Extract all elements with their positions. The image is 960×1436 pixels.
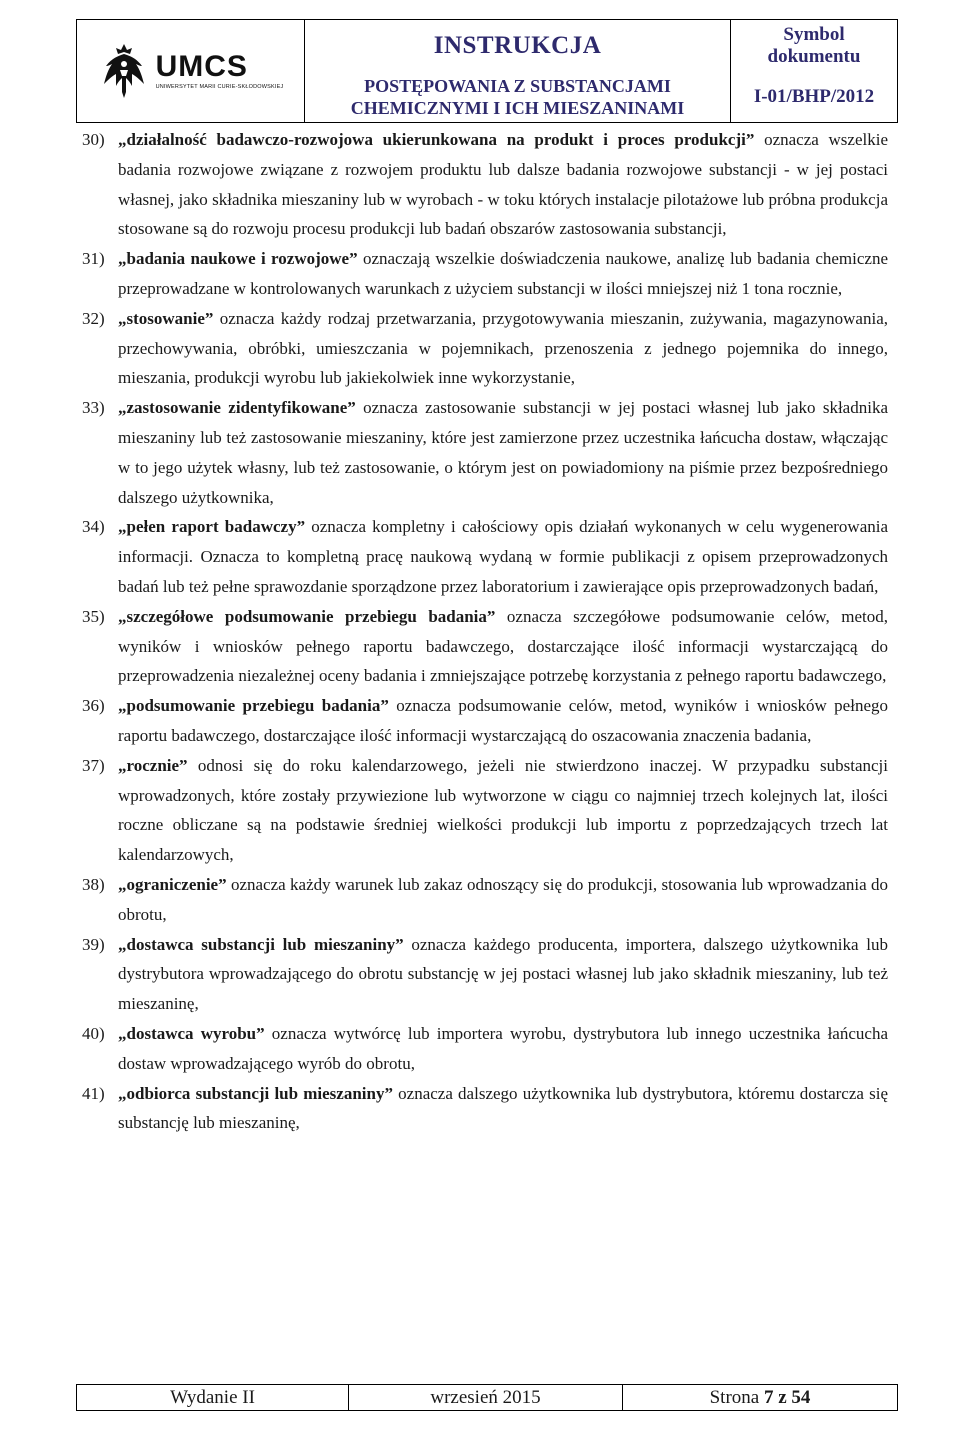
item-text xyxy=(118,870,888,930)
item-text xyxy=(118,244,888,304)
item-definition: oznaczają wszelkie doświadczenia naukowe, analizę lub badania chemiczne przeprowadzane w kontrolowanych warunkach z użyciem substancji w ilości mniejszej niż 1 tona rocznie, xyxy=(118,249,888,298)
item-number: 41) xyxy=(82,1083,105,1103)
symbol-label-line-2: dokumentu xyxy=(767,46,861,67)
page-sep: z xyxy=(778,1386,787,1408)
page-total: 54 xyxy=(791,1386,811,1408)
document-footer xyxy=(76,1384,898,1411)
item-definition: oznacza podsumowanie celów, metod, wyników i wniosków pełnego raportu badawczego, dostarczające ilość informacji wystarczającą do oszacowania znaczenia badania, xyxy=(118,696,888,745)
item-text xyxy=(118,751,888,870)
item-term: „dostawca substancji lub mieszaniny” xyxy=(118,934,404,954)
symbol-label-line-1: Symbol xyxy=(783,24,845,45)
logo-cell xyxy=(77,20,305,122)
item-text xyxy=(118,930,888,1019)
page-number-cell xyxy=(623,1385,897,1410)
list-item xyxy=(82,393,888,512)
list-item xyxy=(82,125,888,244)
document-title: INSTRUKCJA xyxy=(433,32,602,59)
list-item xyxy=(82,512,888,601)
item-number: 31) xyxy=(82,249,105,269)
item-number: 33) xyxy=(82,398,105,418)
eagle-emblem-icon xyxy=(98,40,150,102)
list-item xyxy=(82,691,888,751)
symbol-value: I-01/BHP/2012 xyxy=(753,86,875,107)
item-term: „badania naukowe i rozwojowe” xyxy=(118,249,358,269)
item-term: „szczegółowe podsumowanie przebiegu badania” xyxy=(118,606,496,626)
list-item xyxy=(82,244,888,304)
item-definition: oznacza wszelkie badania rozwojowe związane z rozwojem produktu lub dalsze badania rozwojowe substancji - w jej postaci własnej, jako składnika mieszaniny lub w wyrobach - w toku których instalacje pilotażowe lub próbna produkcja stosowane są do rozwoju procesu produkcji lub badań obszarów zastosowania substancji, xyxy=(118,130,888,239)
item-number: 36) xyxy=(82,696,105,716)
item-text xyxy=(118,512,888,601)
logo-text: UMCS xyxy=(155,50,248,83)
list-item xyxy=(82,751,888,870)
item-text xyxy=(118,691,888,751)
document-subtitle xyxy=(305,72,730,122)
symbol-cell xyxy=(731,20,897,122)
definitions-list xyxy=(82,125,888,1138)
item-definition: oznacza każdego producenta, importera, dalszego użytkownika lub dystrybutora wprowadzającego do obrotu substancję w jej postaci własnej lub jako składnik mieszaniny, lub też mieszaninę, xyxy=(118,934,888,1014)
list-item xyxy=(82,1079,888,1139)
item-term: „stosowanie” xyxy=(118,308,214,328)
item-text xyxy=(118,1079,888,1139)
item-number: 35) xyxy=(82,606,105,626)
item-definition: oznacza szczegółowe podsumowanie celów, metod, wyników i wniosków pełnego raportu badawczego, dostarczające ilość informacji wystarczającą do przeprowadzenia niezależnej oceny badania i zmniejszające potrzebę korzystania z pełnego raportu badawczego, xyxy=(118,606,888,686)
document-header xyxy=(76,19,898,123)
item-term: „działalność badawczo-rozwojowa ukierunkowana na produkt i proces produkcji” xyxy=(118,130,755,149)
item-definition: oznacza kompletny i całościowy opis działań wykonanych w celu wygenerowania informacji. Oznacza to kompletną pracę naukową wydaną w formie publikacji z opisem przeprowadzonych badań lub też pełne sprawozdanie sporządzone przez laboratorium i zawierające opis przeprowadzonych badań, xyxy=(118,517,889,596)
item-text xyxy=(118,1019,888,1079)
item-number: 39) xyxy=(82,934,105,954)
list-item xyxy=(82,930,888,1019)
list-item xyxy=(82,870,888,930)
item-term: „rocznie” xyxy=(118,755,188,775)
date-cell: wrzesień 2015 xyxy=(349,1385,623,1410)
item-definition: oznacza każdy warunek lub zakaz odnoszący się do produkcji, stosowania lub wprowadzania do obrotu, xyxy=(118,874,888,924)
page-prefix: Strona xyxy=(709,1386,760,1408)
item-number: 37) xyxy=(82,755,105,775)
umcs-logo xyxy=(98,40,284,102)
subtitle-line-2: CHEMICZNYMI I ICH MIESZANINAMI xyxy=(350,98,685,118)
item-term: „odbiorca substancji lub mieszaniny” xyxy=(118,1083,393,1103)
item-definition: odnosi się do roku kalendarzowego, jeżeli nie stwierdzono inaczej. W przypadku substancji wprowadzonych, które zostały przywiezione lub wytworzone w ciągu co najmniej trzech kolejnych lat, ilości roczne obliczane są na podstawie średniej wielkości produkcji lub importu z poprzedzających trzech lat kalendarzowych, xyxy=(118,755,888,865)
edition-cell: Wydanie II xyxy=(77,1385,349,1410)
page-current: 7 xyxy=(763,1386,774,1408)
subtitle-line-1: POSTĘPOWANIA Z SUBSTANCJAMI xyxy=(364,76,671,96)
item-term: „podsumowanie przebiegu badania” xyxy=(118,696,389,716)
item-number: 32) xyxy=(82,308,105,328)
list-item xyxy=(82,1019,888,1079)
item-number: 34) xyxy=(82,517,105,537)
list-item xyxy=(82,304,888,393)
item-number: 30) xyxy=(82,130,105,149)
item-term: „dostawca wyrobu” xyxy=(118,1023,265,1043)
item-term: „zastosowanie zidentyfikowane” xyxy=(118,398,356,418)
item-text xyxy=(118,393,888,512)
logo-subtext: UNIWERSYTET MARII CURIE-SKŁODOWSKIEJ xyxy=(155,84,284,90)
title-cell xyxy=(305,20,731,122)
item-text xyxy=(118,304,888,393)
item-text xyxy=(118,602,888,691)
item-text xyxy=(118,125,888,244)
item-definition: oznacza zastosowanie substancji w jej postaci własnej lub jako składnika mieszaniny lub też zastosowanie mieszaniny, które jest zamierzone przez uczestnika łańcucha dostaw, włączając w to jego użytek własny, lub też zastosowanie, o którym jest on powiadomiony na piśmie przez bezpośredniego dalszego użytkownika, xyxy=(118,398,888,507)
symbol-label xyxy=(731,20,897,72)
item-number: 38) xyxy=(82,874,105,894)
item-definition: oznacza dalszego użytkownika lub dystrybutora, któremu dostarcza się substancję lub mieszaninę, xyxy=(118,1083,888,1133)
item-number: 40) xyxy=(82,1023,105,1043)
item-term: „ograniczenie” xyxy=(118,874,227,894)
list-item xyxy=(82,602,888,691)
item-definition: oznacza każdy rodzaj przetwarzania, przygotowywania mieszanin, zużywania, magazynowania, przechowywania, obróbki, umieszczania w pojemnikach, przenoszenia z jednego pojemnika do innego, mieszania, produkcji wyrobu lub jakiekolwiek inne wykorzystanie, xyxy=(118,308,888,388)
item-term: „pełen raport badawczy” xyxy=(118,517,306,537)
item-definition: oznacza wytwórcę lub importera wyrobu, dystrybutora lub innego uczestnika łańcucha dostaw wprowadzającego wyrób do obrotu, xyxy=(118,1023,888,1073)
